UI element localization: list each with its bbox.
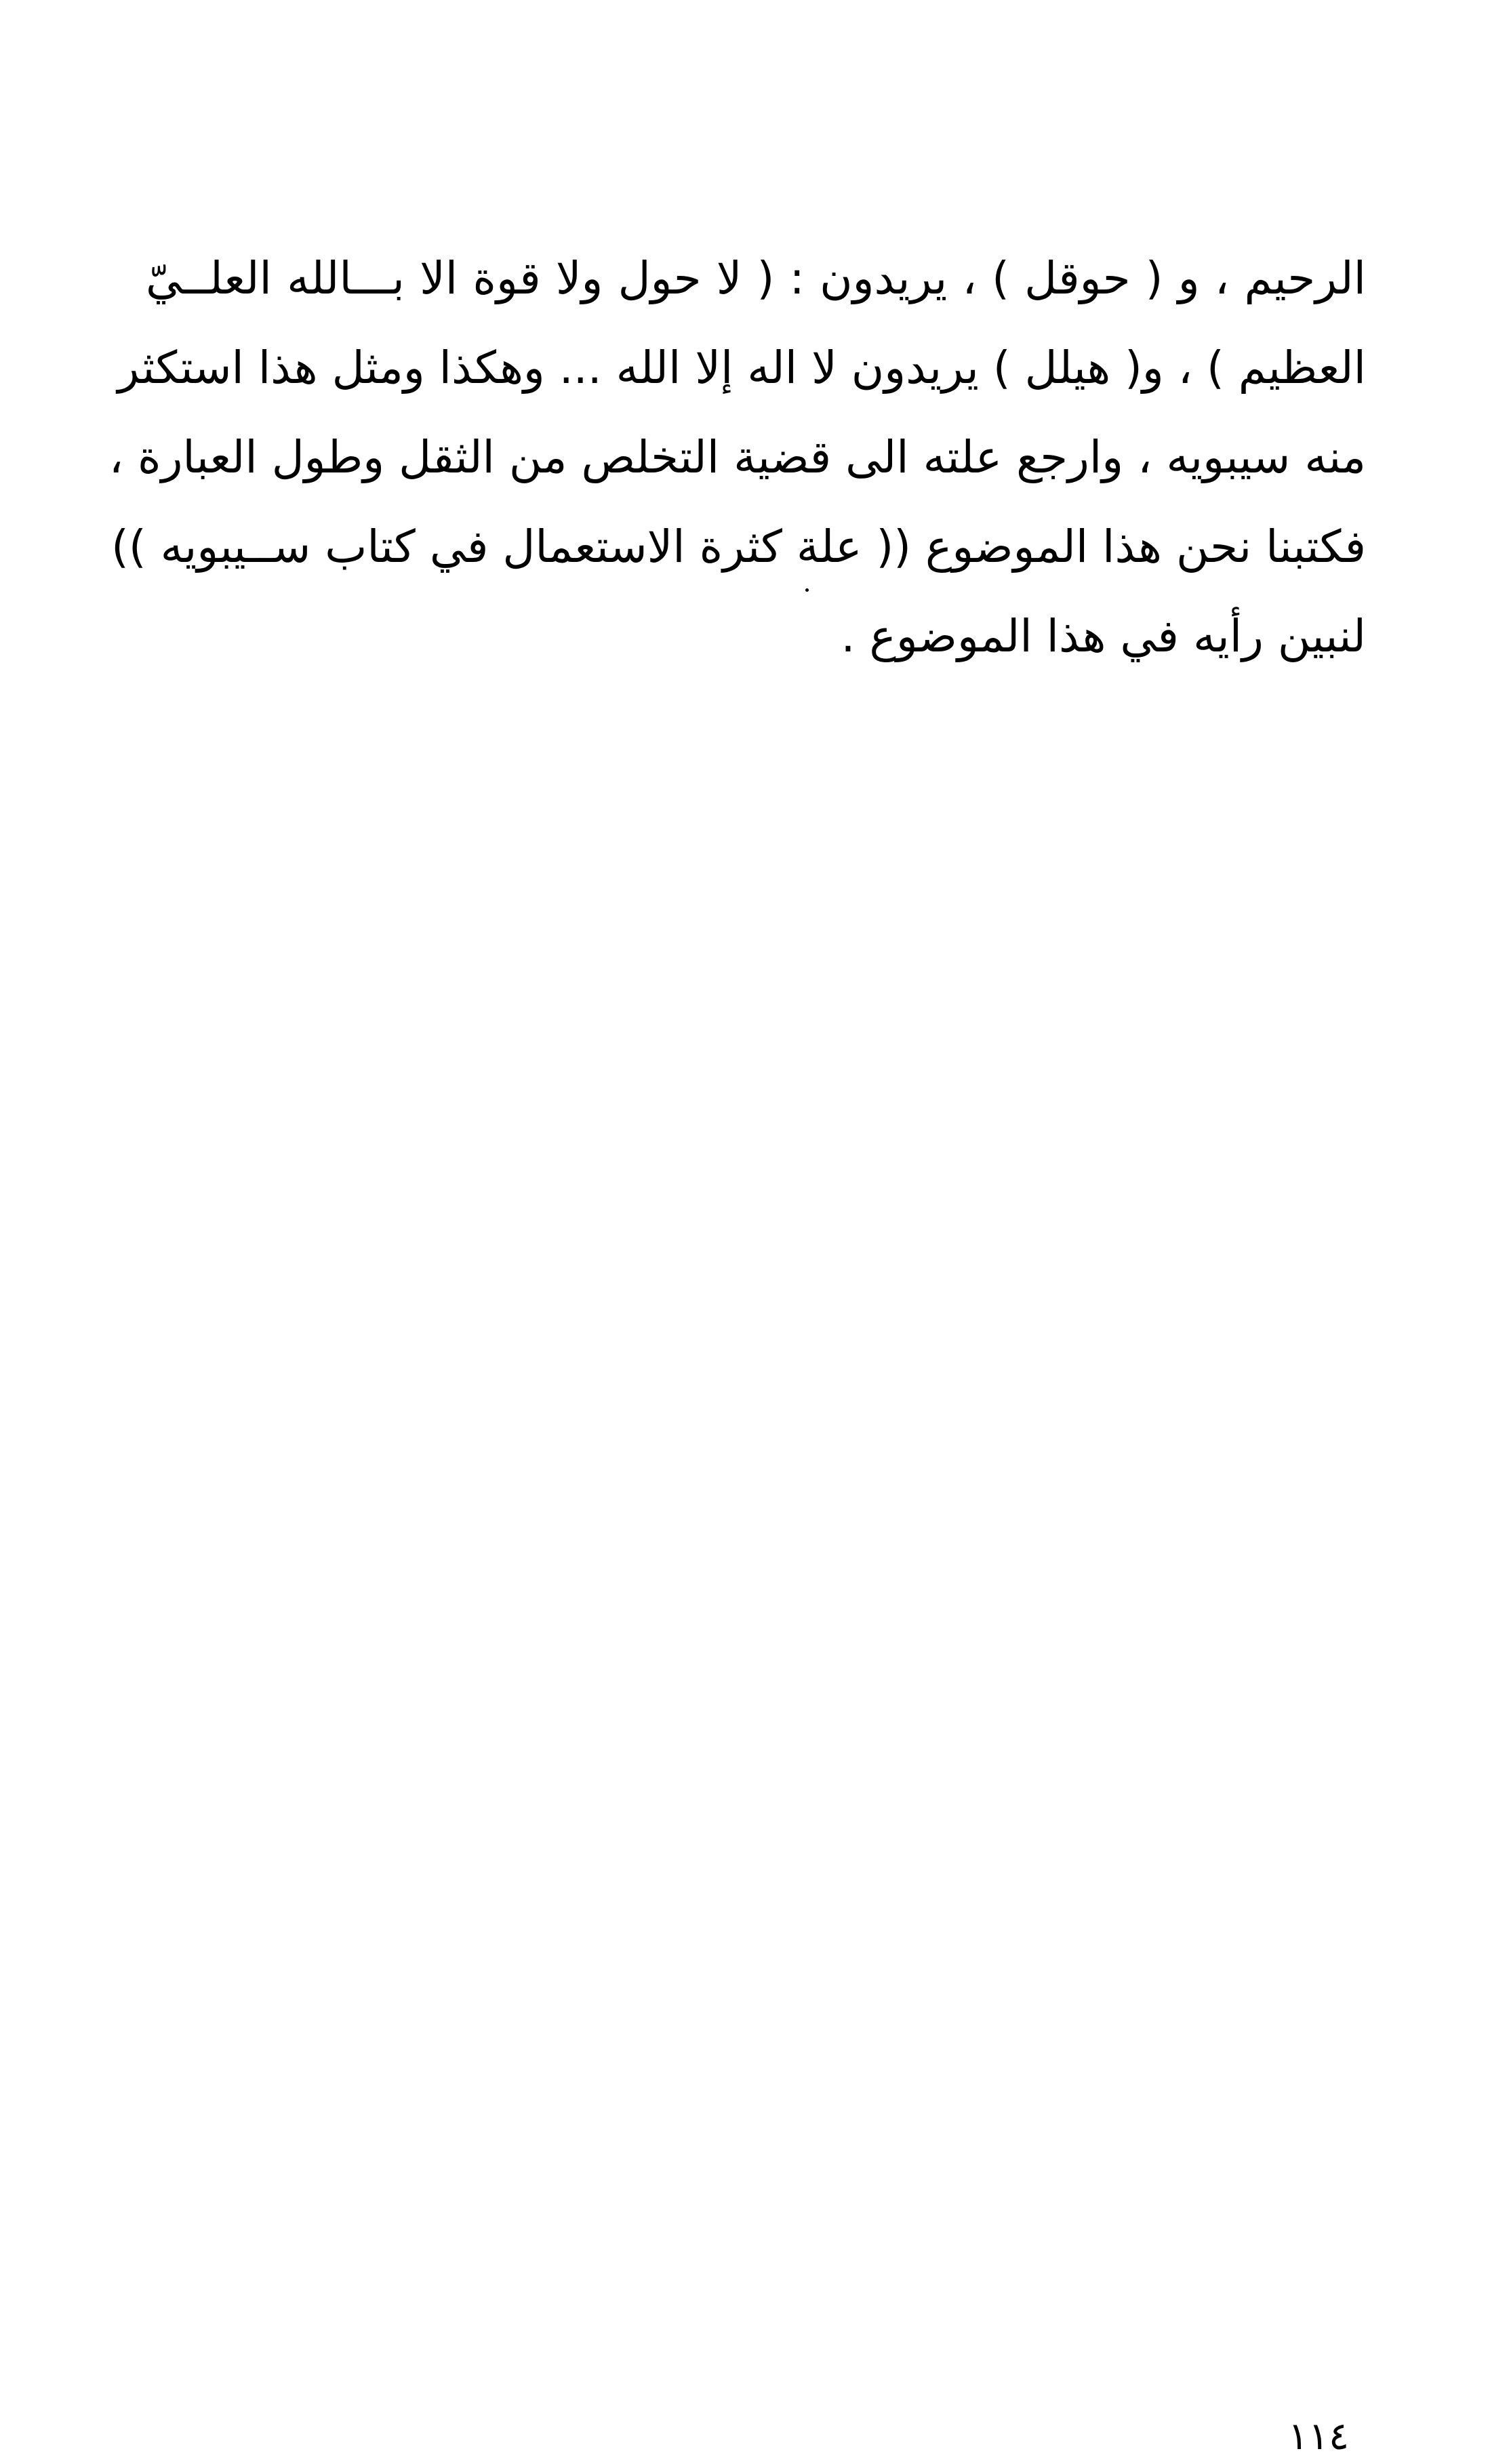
page-number: ١١٤	[1287, 2415, 1350, 2459]
text-line-2: العظيم ) ، و( هيلل ) يريدون لا اله إلا الله ... وهكذا ومثل هذا استكثر	[117, 342, 1366, 394]
text-line-3: منه سيبويه ، وارجع علته الى قضية التخلص من الثقل وطول العبارة ،	[108, 431, 1366, 483]
text-line-4: فكتبنا نحن هذا الموضوع (( علة كثرة الاستعمال في كتاب ســيبويه ))	[111, 521, 1366, 573]
body-text	[108, 234, 1366, 681]
scan-speck	[805, 588, 809, 592]
text-line-5: لنبين رأيه في هذا الموضوع .	[841, 610, 1366, 662]
text-line-1: الرحيم ، و ( حوقل ) ، يريدون : ( لا حول ولا قوة الا بـــالله العلــيّ	[146, 252, 1366, 304]
